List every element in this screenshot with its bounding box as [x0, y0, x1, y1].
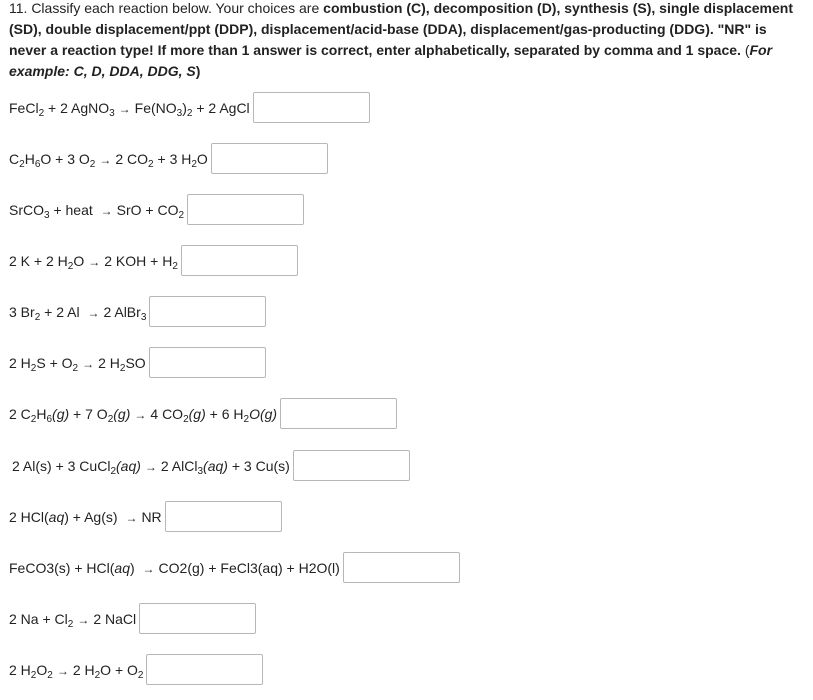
- reaction-row-3: [9, 194, 304, 225]
- arrow-icon: →: [100, 203, 113, 218]
- arrow-icon: →: [99, 152, 112, 167]
- reaction-equation: FeCl$_2$ + 2 AgNO$_3$ → $Fe(NO_3)_2 + 2$ AgCl: [9, 99, 250, 119]
- reaction-row-2: [9, 143, 328, 174]
- reaction-row-11: [9, 603, 256, 634]
- arrow-icon: →: [144, 459, 157, 474]
- reaction-equation: 3 $Br_2 + 2$ Al → 2 AlBr$_3$: [9, 303, 147, 323]
- reaction-row-12: [9, 654, 263, 685]
- answer-input-7[interactable]: [280, 398, 397, 429]
- reaction-equation: 2 $Na + Cl_2 \to 2$ NaCl: [9, 610, 137, 630]
- reaction-row-8: [12, 450, 410, 481]
- reaction-row-7: [9, 398, 397, 429]
- reaction-equation: 2 Al(s) + 3 CuCl$_2$(aq) → 2 AlCl$_3$(aq) + 3 Cu(s): [12, 457, 290, 477]
- reaction-row-9: [9, 501, 282, 532]
- arrow-icon: →: [134, 407, 147, 422]
- answer-input-1[interactable]: [253, 92, 370, 123]
- answer-input-11[interactable]: [139, 603, 256, 634]
- answer-input-2[interactable]: [211, 143, 328, 174]
- reaction-equation: 2 $C_2H_6(g) + 7$ $O_2(g) \to 4$ $CO_2(g) + 6$ $H_2O(g)$: [9, 405, 278, 425]
- example-text: For example: C, D, DDA, DDG, S: [9, 42, 773, 79]
- answer-input-8[interactable]: [293, 450, 410, 481]
- reaction-row-6: [9, 347, 266, 378]
- reaction-row-4: [9, 245, 298, 276]
- arrow-icon: →: [88, 254, 101, 269]
- reaction-row-1: [9, 92, 370, 123]
- reaction-equation: SrCO$_3$ + heat → SrO + $CO_2$: [9, 201, 185, 221]
- reaction-row-10: [9, 552, 460, 583]
- arrow-icon: →: [77, 612, 90, 627]
- answer-input-6[interactable]: [149, 347, 266, 378]
- arrow-icon: →: [87, 305, 100, 320]
- arrow-icon: →: [118, 101, 131, 116]
- reaction-equation: 2 K + 2 $H_2O \to 2$ KOH + $H_2$: [9, 252, 178, 272]
- reaction-row-5: [9, 296, 266, 327]
- reaction-equation: 2 $H_2O_2 \to 2$ $H_2O + O_2$: [9, 661, 144, 681]
- answer-input-4[interactable]: [181, 245, 298, 276]
- question-text: 11. Classify each reaction below. Your choices are combustion (C), decomposition (D), synthesis (S), single displacement (SD), double displacement/ppt (DDP), displacement/acid-base (DDA), displacement/gas-producting (DDG). "NR" is never a reaction type! If more than 1 answer is correct, enter alphabetically, separated by comma and 1 space. (For example: C, D, DDA, DDG, S): [9, 0, 793, 79]
- choices-text: combustion (C), decomposition (D), synthesis (S), single displacement (SD), double displacement/ppt (DDP), displacement/acid-base (DDA), displacement/gas-producting (DDG). "NR" is never a reaction type!: [9, 0, 793, 58]
- reaction-equation: 2 $H_2S + O_2 \to 2$ $H_2SO$: [9, 354, 146, 374]
- answer-input-9[interactable]: [165, 501, 282, 532]
- answer-input-5[interactable]: [149, 296, 266, 327]
- answer-input-12[interactable]: [146, 654, 263, 685]
- reaction-equation: 2 HCl(aq) + Ag(s) → NR: [9, 508, 162, 525]
- arrow-icon: →: [125, 510, 138, 525]
- reaction-equation: FeCO3(s) + HCl(aq) → CO2(g) + FeCl3(aq) + H2O(l): [9, 559, 340, 576]
- instructions-text: If more than 1 answer is correct, enter alphabetically, separated by comma and 1 space.: [157, 42, 741, 58]
- arrow-icon: →: [82, 356, 95, 371]
- arrow-icon: →: [56, 663, 69, 678]
- arrow-icon: →: [142, 561, 155, 576]
- answer-input-3[interactable]: [187, 194, 304, 225]
- answer-input-10[interactable]: [343, 552, 460, 583]
- reaction-equation: $C_2H_6O + 3$ $O_2 \to 2$ $CO_2 + 3$ $H_2O$: [9, 150, 208, 170]
